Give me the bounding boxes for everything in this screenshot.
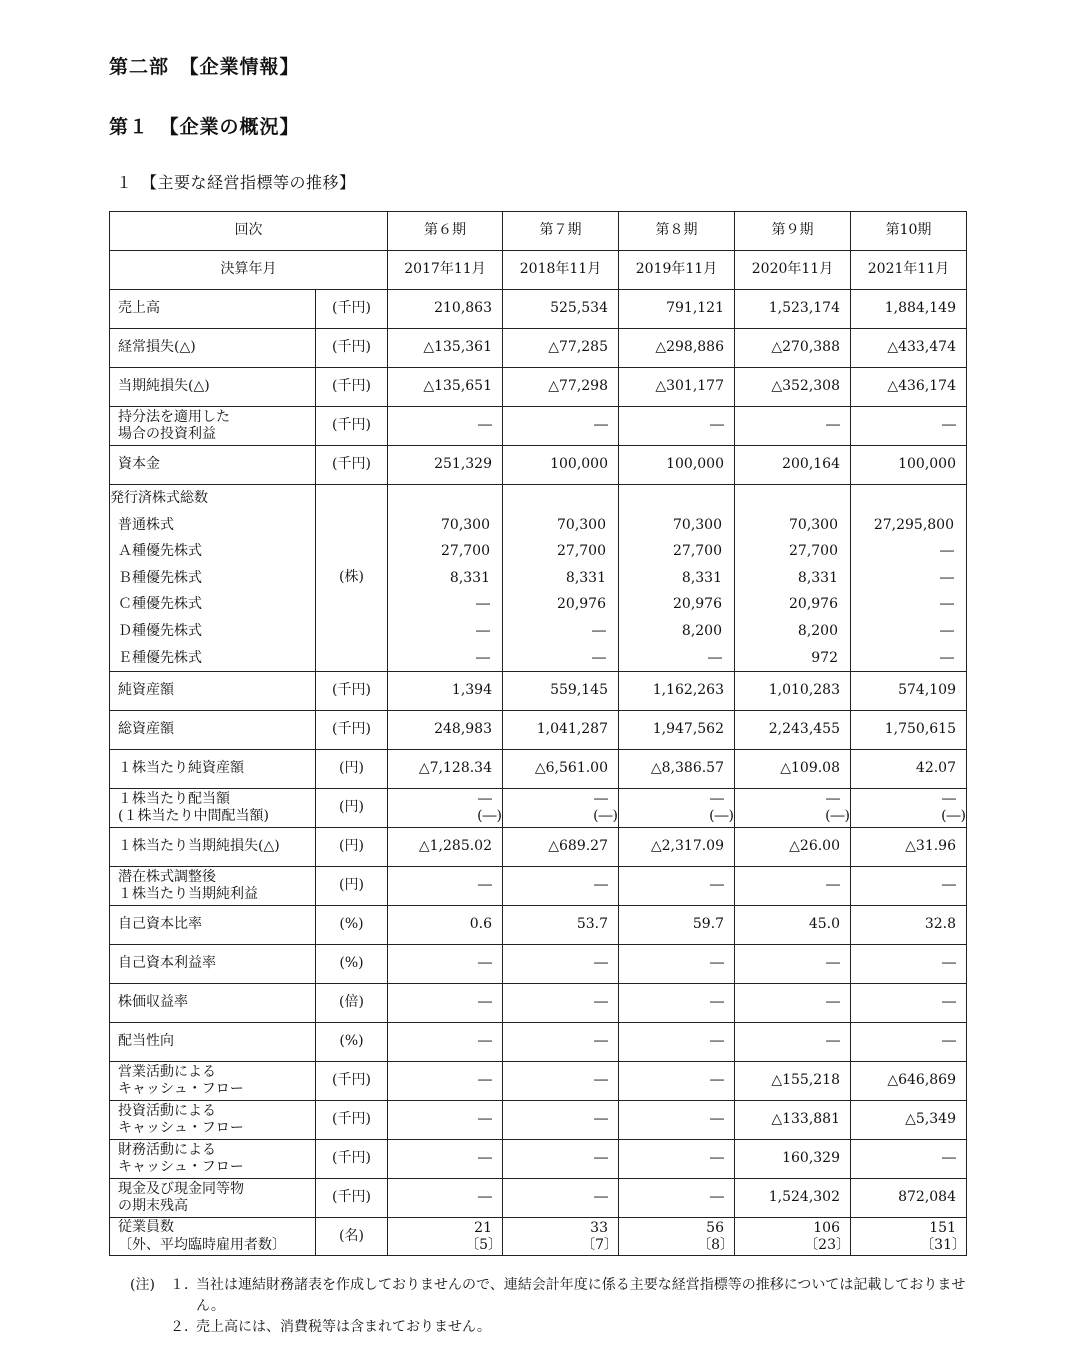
table-cell: ― <box>388 984 503 1023</box>
table-cell: ― <box>619 867 735 906</box>
table-cell: △689.27 <box>503 828 619 867</box>
share-value: 8,200 <box>797 622 838 639</box>
table-cell: 791,121 <box>619 290 735 329</box>
share-value: ― <box>476 596 490 613</box>
table-cell: △77,298 <box>503 368 619 407</box>
table-cell: ― <box>503 1101 619 1140</box>
table-cell: 100,000 <box>503 446 619 485</box>
share-value: ― <box>592 622 606 639</box>
employees-cell <box>735 1218 851 1256</box>
table-cell: 45.0 <box>735 906 851 945</box>
dividend-value: ― <box>594 791 608 808</box>
table-cell: △1,285.02 <box>388 828 503 867</box>
header-row <box>110 251 967 290</box>
row-unit: (株) <box>316 485 388 672</box>
row-unit: (千円) <box>316 329 388 368</box>
share-value: 8,331 <box>565 569 606 586</box>
row-unit: (円) <box>316 867 388 906</box>
interim-dividend: (―) <box>941 808 966 825</box>
share-value: ― <box>940 569 954 586</box>
share-value: ― <box>592 649 606 666</box>
share-value: 70,300 <box>673 516 722 533</box>
share-value: ― <box>940 622 954 639</box>
part-heading: 第二部 【企業情報】 <box>109 56 300 78</box>
share-type: Ｂ種優先株式 <box>118 569 202 586</box>
table-cell: △135,361 <box>388 329 503 368</box>
dividend-cell <box>619 789 735 828</box>
table-cell: 200,164 <box>735 446 851 485</box>
period-header: 第８期 <box>619 212 735 251</box>
table-cell: ― <box>851 945 967 984</box>
dividend-cell <box>388 789 503 828</box>
table-cell: 1,884,149 <box>851 290 967 329</box>
table-row <box>110 1101 967 1140</box>
table-cell: ― <box>619 1140 735 1179</box>
shares-title: 発行済株式総数 <box>110 490 208 506</box>
table-cell: △352,308 <box>735 368 851 407</box>
label-line: キャッシュ・フロー <box>118 1081 244 1098</box>
table-cell: 1,524,302 <box>735 1179 851 1218</box>
table-cell: △155,218 <box>735 1062 851 1101</box>
label-line: １株当たり配当額 <box>118 790 230 807</box>
row-label: 株価収益率 <box>110 984 316 1023</box>
share-value: 70,300 <box>789 516 838 533</box>
dividend-value: ― <box>710 791 724 808</box>
table-row <box>110 750 967 789</box>
shares-cell <box>735 485 851 672</box>
table-cell: △133,881 <box>735 1101 851 1140</box>
table-cell: 53.7 <box>503 906 619 945</box>
notes <box>130 1275 966 1338</box>
table-cell: 1,041,287 <box>503 711 619 750</box>
employee-count: 151 <box>929 1219 956 1236</box>
row-label <box>110 1101 316 1140</box>
table-cell: ― <box>619 1179 735 1218</box>
row-unit: (千円) <box>316 711 388 750</box>
table-cell: ― <box>503 1062 619 1101</box>
share-type: Ｅ種優先株式 <box>118 649 202 666</box>
label-line: の期末残高 <box>118 1198 188 1215</box>
table-cell: △270,388 <box>735 329 851 368</box>
row-label: 自己資本比率 <box>110 906 316 945</box>
table-cell: △109.08 <box>735 750 851 789</box>
table-row <box>110 290 967 329</box>
table-cell: △31.96 <box>851 828 967 867</box>
shares-cell <box>851 485 967 672</box>
temp-employee-count: 〔23〕 <box>804 1236 850 1253</box>
row-unit: (倍) <box>316 984 388 1023</box>
employee-count: 106 <box>813 1219 840 1236</box>
note-1 <box>130 1275 966 1317</box>
label-line: １株当たり当期純利益 <box>118 886 258 903</box>
share-value: 27,700 <box>441 543 490 560</box>
employees-cell <box>619 1218 735 1256</box>
note-number: ２． <box>170 1319 198 1335</box>
table-cell: ― <box>619 1062 735 1101</box>
table-cell: 251,329 <box>388 446 503 485</box>
table-cell: 248,983 <box>388 711 503 750</box>
dividend-cell <box>503 789 619 828</box>
row-unit: (%) <box>316 906 388 945</box>
table-row <box>110 984 967 1023</box>
share-value: 27,700 <box>557 543 606 560</box>
row-label <box>110 407 316 446</box>
row-label <box>110 867 316 906</box>
table-row <box>110 828 967 867</box>
blank-line <box>851 485 954 512</box>
table-row <box>110 906 967 945</box>
table-cell: 1,523,174 <box>735 290 851 329</box>
table-cell: ― <box>388 1023 503 1062</box>
table-cell: 59.7 <box>619 906 735 945</box>
share-value: ― <box>940 543 954 560</box>
table-cell: △77,285 <box>503 329 619 368</box>
row-label <box>110 1218 316 1256</box>
row-label: 配当性向 <box>110 1023 316 1062</box>
note-text: 売上高には、消費税等は含まれておりません。 <box>196 1319 491 1335</box>
row-label: 資本金 <box>110 446 316 485</box>
employee-count: 56 <box>706 1219 724 1236</box>
label-line: キャッシュ・フロー <box>118 1159 244 1176</box>
table-cell: △7,128.34 <box>388 750 503 789</box>
row-unit: (千円) <box>316 1062 388 1101</box>
table-cell: ― <box>503 867 619 906</box>
share-value: 70,300 <box>441 516 490 533</box>
dividend-cell <box>735 789 851 828</box>
header-round-label: 回次 <box>110 212 388 251</box>
table-cell: 100,000 <box>619 446 735 485</box>
row-unit: (%) <box>316 945 388 984</box>
label-line: 投資活動による <box>118 1102 216 1119</box>
notes-tag: (注) <box>130 1277 155 1293</box>
share-value: 27,295,800 <box>873 516 954 533</box>
dividend-value: ― <box>826 791 840 808</box>
table-cell: ― <box>388 867 503 906</box>
row-unit: (千円) <box>316 290 388 329</box>
share-value: 8,331 <box>797 569 838 586</box>
row-unit: (円) <box>316 789 388 828</box>
table-cell: ― <box>388 407 503 446</box>
temp-employee-count: 〔5〕 <box>465 1236 502 1253</box>
row-unit: (千円) <box>316 368 388 407</box>
label-line: (１株当たり中間配当額) <box>118 808 269 825</box>
row-label <box>110 789 316 828</box>
employees-cell <box>851 1218 967 1256</box>
table-row <box>110 368 967 407</box>
temp-employee-count: 〔8〕 <box>697 1236 734 1253</box>
note-text: 当社は連結財務諸表を作成しておりませんので、連結会計年度に係る主要な経営指標等の推移については記載しておりません。 <box>196 1277 966 1314</box>
date-header: 2021年11月 <box>851 251 967 290</box>
table-cell: ― <box>503 1179 619 1218</box>
table-cell: 1,010,283 <box>735 672 851 711</box>
table-cell: 574,109 <box>851 672 967 711</box>
interim-dividend: (―) <box>825 808 850 825</box>
table-cell: ― <box>851 407 967 446</box>
table-cell: ― <box>388 1140 503 1179</box>
row-label: 売上高 <box>110 290 316 329</box>
row-unit: (千円) <box>316 407 388 446</box>
share-value: 20,976 <box>557 596 606 613</box>
row-label <box>110 1062 316 1101</box>
row-unit: (名) <box>316 1218 388 1256</box>
share-value: 20,976 <box>673 596 722 613</box>
note-number: １． <box>170 1277 198 1293</box>
share-value: ― <box>476 649 490 666</box>
table-cell: 100,000 <box>851 446 967 485</box>
share-value: ― <box>940 596 954 613</box>
temp-employee-count: 〔7〕 <box>581 1236 618 1253</box>
blank-line <box>735 485 838 512</box>
row-label: 当期純損失(△) <box>110 368 316 407</box>
table-cell: ― <box>735 867 851 906</box>
shares-row <box>110 485 967 672</box>
row-label: 自己資本利益率 <box>110 945 316 984</box>
table-cell: 210,863 <box>388 290 503 329</box>
dividend-value: ― <box>942 791 956 808</box>
row-unit: (%) <box>316 1023 388 1062</box>
share-value: 70,300 <box>557 516 606 533</box>
period-header: 第６期 <box>388 212 503 251</box>
row-label <box>110 1179 316 1218</box>
share-value: ― <box>708 649 722 666</box>
label-line: 〔外、平均臨時雇用者数〕 <box>118 1236 286 1253</box>
table-cell: △6,561.00 <box>503 750 619 789</box>
table-cell: ― <box>503 945 619 984</box>
blank-line <box>388 485 490 512</box>
table-cell: 2,243,455 <box>735 711 851 750</box>
table-cell: △135,651 <box>388 368 503 407</box>
table-cell: △8,386.57 <box>619 750 735 789</box>
table-cell: 1,750,615 <box>851 711 967 750</box>
table-cell: 1,947,562 <box>619 711 735 750</box>
table-cell: ― <box>503 1140 619 1179</box>
period-header: 第９期 <box>735 212 851 251</box>
table-cell: 559,145 <box>503 672 619 711</box>
share-type: Ｃ種優先株式 <box>118 596 202 613</box>
employee-count: 33 <box>590 1219 608 1236</box>
date-header: 2019年11月 <box>619 251 735 290</box>
table-row <box>110 711 967 750</box>
table-cell: ― <box>619 945 735 984</box>
period-header: 第10期 <box>851 212 967 251</box>
label-line: 営業活動による <box>118 1063 216 1080</box>
table-cell: 525,534 <box>503 290 619 329</box>
share-type: Ａ種優先株式 <box>118 543 202 560</box>
table-cell: ― <box>619 407 735 446</box>
share-value: 8,200 <box>681 622 722 639</box>
table-cell: ― <box>619 1101 735 1140</box>
table-row <box>110 672 967 711</box>
table-row <box>110 446 967 485</box>
table-cell: ― <box>503 984 619 1023</box>
table-cell: 32.8 <box>851 906 967 945</box>
section-heading: 第１ 【企業の概況】 <box>109 116 300 138</box>
table-cell: 1,162,263 <box>619 672 735 711</box>
dividend-value: ― <box>478 791 492 808</box>
table-cell: 1,394 <box>388 672 503 711</box>
dividend-cell <box>851 789 967 828</box>
table-row <box>110 329 967 368</box>
label-line: 持分法を適用した <box>118 408 230 425</box>
table-cell: ― <box>735 1023 851 1062</box>
row-unit: (円) <box>316 750 388 789</box>
label-line: 潜在株式調整後 <box>118 868 216 885</box>
table-row <box>110 1140 967 1179</box>
table-cell: ― <box>851 1140 967 1179</box>
table-cell: ― <box>388 945 503 984</box>
table-cell: ― <box>388 1062 503 1101</box>
header-date-label: 決算年月 <box>110 251 388 290</box>
table-cell: 42.07 <box>851 750 967 789</box>
row-unit: (千円) <box>316 1101 388 1140</box>
table-cell: △436,174 <box>851 368 967 407</box>
date-header: 2020年11月 <box>735 251 851 290</box>
table-cell: ― <box>388 1179 503 1218</box>
table-cell: ― <box>503 407 619 446</box>
label-line: 従業員数 <box>118 1219 174 1236</box>
table-cell: △26.00 <box>735 828 851 867</box>
row-unit: (円) <box>316 828 388 867</box>
row-label: １株当たり当期純損失(△) <box>110 828 316 867</box>
share-value: 27,700 <box>673 543 722 560</box>
table-cell: 872,084 <box>851 1179 967 1218</box>
table-cell: △433,474 <box>851 329 967 368</box>
table-cell: △301,177 <box>619 368 735 407</box>
share-value: ― <box>940 649 954 666</box>
table-cell: ― <box>851 1023 967 1062</box>
table-cell: △298,886 <box>619 329 735 368</box>
employees-cell <box>388 1218 503 1256</box>
share-value: 8,331 <box>449 569 490 586</box>
table-row <box>110 867 967 906</box>
table-cell: ― <box>619 984 735 1023</box>
table-cell: ― <box>388 1101 503 1140</box>
interim-dividend: (―) <box>593 808 618 825</box>
note-2 <box>130 1317 966 1338</box>
blank-line <box>619 485 722 512</box>
shares-labels <box>110 485 316 672</box>
interim-dividend: (―) <box>477 808 502 825</box>
row-unit: (千円) <box>316 446 388 485</box>
label-line: 場合の投資利益 <box>118 426 216 442</box>
share-type: Ｄ種優先株式 <box>118 622 202 639</box>
employees-cell <box>503 1218 619 1256</box>
share-value: ― <box>476 622 490 639</box>
share-value: 20,976 <box>789 596 838 613</box>
label-line: 現金及び現金同等物 <box>118 1180 244 1197</box>
table-cell: ― <box>503 1023 619 1062</box>
row-unit: (千円) <box>316 1179 388 1218</box>
share-value: 8,331 <box>681 569 722 586</box>
table-cell: △2,317.09 <box>619 828 735 867</box>
table-cell: ― <box>851 867 967 906</box>
row-label: 純資産額 <box>110 672 316 711</box>
row-unit: (千円) <box>316 1140 388 1179</box>
shares-cell <box>619 485 735 672</box>
row-label: 総資産額 <box>110 711 316 750</box>
table-cell: ― <box>851 984 967 1023</box>
period-header: 第７期 <box>503 212 619 251</box>
employee-count: 21 <box>474 1219 492 1236</box>
date-header: 2017年11月 <box>388 251 503 290</box>
temp-employee-count: 〔31〕 <box>920 1236 966 1253</box>
label-line: キャッシュ・フロー <box>118 1120 244 1137</box>
table-cell: △5,349 <box>851 1101 967 1140</box>
table-cell: 0.6 <box>388 906 503 945</box>
header-row <box>110 212 967 251</box>
table-row <box>110 1218 967 1256</box>
key-indicators-table <box>109 211 967 1256</box>
table-cell: 160,329 <box>735 1140 851 1179</box>
table-row <box>110 789 967 828</box>
table-cell: △646,869 <box>851 1062 967 1101</box>
table-row <box>110 1179 967 1218</box>
subsection-heading: １ 【主要な経営指標等の推移】 <box>116 173 356 192</box>
label-line: 財務活動による <box>118 1141 216 1158</box>
table-row <box>110 945 967 984</box>
table-cell: ― <box>735 407 851 446</box>
table-cell: ― <box>619 1023 735 1062</box>
share-value: 972 <box>811 649 838 666</box>
table-row <box>110 1062 967 1101</box>
row-label: １株当たり純資産額 <box>110 750 316 789</box>
share-type: 普通株式 <box>118 516 174 533</box>
table-cell: ― <box>735 945 851 984</box>
row-label: 経常損失(△) <box>110 329 316 368</box>
interim-dividend: (―) <box>709 808 734 825</box>
row-label <box>110 1140 316 1179</box>
table-row <box>110 1023 967 1062</box>
share-value: 27,700 <box>789 543 838 560</box>
blank-line <box>503 485 606 512</box>
table-cell: ― <box>735 984 851 1023</box>
date-header: 2018年11月 <box>503 251 619 290</box>
shares-cell <box>388 485 503 672</box>
row-unit: (千円) <box>316 672 388 711</box>
table-row <box>110 407 967 446</box>
shares-cell <box>503 485 619 672</box>
